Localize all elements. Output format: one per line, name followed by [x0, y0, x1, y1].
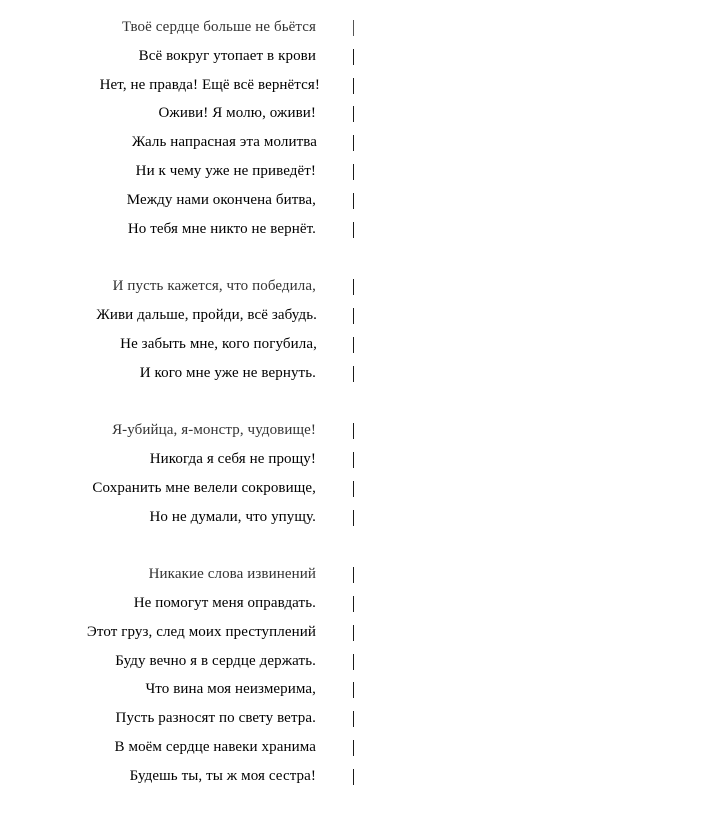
- poem-line-text: Но не думали, что упущу.: [149, 508, 316, 525]
- poem-line: [0, 675, 708, 704]
- poem-line: [0, 99, 708, 128]
- poem-line-text: Сохранить мне велели сокровище,: [92, 479, 316, 496]
- poem-line-text: Между нами окончена битва,: [126, 191, 316, 208]
- text-cursor-mark: [353, 20, 354, 36]
- poem-line: [0, 71, 708, 100]
- text-cursor-mark: [353, 308, 354, 324]
- text-cursor-mark: [353, 625, 354, 641]
- text-cursor-mark: [353, 567, 354, 583]
- poem-line: [0, 13, 708, 42]
- poem-line: [0, 733, 708, 762]
- text-cursor-mark: [353, 740, 354, 756]
- poem-line: [0, 618, 708, 647]
- text-cursor-mark: [353, 481, 354, 497]
- poem-line-text: Пусть разносят по свету ветра.: [115, 710, 316, 727]
- poem-line: [0, 762, 708, 791]
- stanza-3: [0, 416, 708, 531]
- poem-line: [0, 330, 708, 359]
- poem-line: [0, 589, 708, 618]
- text-cursor-mark: [353, 452, 354, 468]
- poem-line-text: Оживи! Я молю, оживи!: [158, 105, 316, 122]
- poem-line-text: Нет, не правда! Ещё всё вернётся!: [99, 76, 320, 93]
- poem-line-text: И пусть кажется, что победила,: [112, 278, 316, 295]
- poem-line-text: Но тебя мне никто не вернёт.: [127, 220, 316, 237]
- text-cursor-mark: [353, 654, 354, 670]
- poem-line-text: Что вина моя неизмерима,: [145, 681, 316, 698]
- poem-line-text: Никакие слова извинений: [148, 566, 316, 583]
- text-cursor-mark: [353, 337, 354, 353]
- poem-line: [0, 186, 708, 215]
- poem-line: [0, 445, 708, 474]
- text-cursor-mark: [353, 366, 354, 382]
- text-cursor-mark: [353, 711, 354, 727]
- poem-line-text: Ни к чему уже не приведёт!: [135, 162, 316, 179]
- poem-line-text: Всё вокруг утопает в крови: [138, 47, 316, 64]
- text-cursor-mark: [353, 510, 354, 526]
- text-cursor-mark: [353, 193, 354, 209]
- text-cursor-mark: [353, 49, 354, 65]
- poem-line-text: В моём сердце навеки хранима: [114, 738, 316, 755]
- stanza-4: [0, 560, 708, 790]
- text-cursor-mark: [353, 769, 354, 785]
- stanza-2: [0, 272, 708, 387]
- text-cursor-mark: [353, 423, 354, 439]
- text-cursor-mark: [353, 222, 354, 238]
- poem-line: [0, 359, 708, 388]
- text-cursor-mark: [353, 682, 354, 698]
- text-cursor-mark: [353, 135, 354, 151]
- poem-line: [0, 416, 708, 445]
- poem-line: [0, 503, 708, 532]
- poem-line: [0, 301, 708, 330]
- poem-line-text: Этот груз, след моих преступлений: [86, 623, 316, 640]
- poem-line: [0, 704, 708, 733]
- poem-line: [0, 42, 708, 71]
- poem-line: [0, 215, 708, 244]
- text-cursor-mark: [353, 78, 354, 94]
- poem-line: [0, 560, 708, 589]
- poem-line-text: Не забыть мне, кого погубила,: [120, 335, 317, 352]
- stanza-1: [0, 13, 708, 243]
- stanza-break: [0, 531, 708, 560]
- stanza-break: [0, 387, 708, 416]
- poem-line-text: Я-убийца, я-монстр, чудовище!: [112, 422, 316, 439]
- poem-line-text: Буду вечно я в сердце держать.: [115, 652, 316, 669]
- stanza-break: [0, 243, 708, 272]
- text-cursor-mark: [353, 106, 354, 122]
- poem-line: [0, 474, 708, 503]
- poem-line-text: Живи дальше, пройди, всё забудь.: [96, 306, 317, 323]
- poem-line: [0, 157, 708, 186]
- poem-line-text: Будешь ты, ты ж моя сестра!: [129, 767, 316, 784]
- text-cursor-mark: [353, 164, 354, 180]
- poem-line-text: Твоё сердце больше не бьётся: [121, 19, 316, 35]
- poem-line: [0, 647, 708, 676]
- poem-line: [0, 128, 708, 157]
- text-cursor-mark: [353, 596, 354, 612]
- poem-line-text: И кого мне уже не вернуть.: [139, 364, 316, 381]
- poem-line-text: Жаль напрасная эта молитва: [131, 134, 317, 151]
- poem-line-text: Не помогут меня оправдать.: [133, 594, 316, 611]
- poem: [0, 13, 708, 791]
- text-cursor-mark: [353, 279, 354, 295]
- poem-line-text: Никогда я себя не прощу!: [149, 450, 316, 467]
- poem-line: [0, 272, 708, 301]
